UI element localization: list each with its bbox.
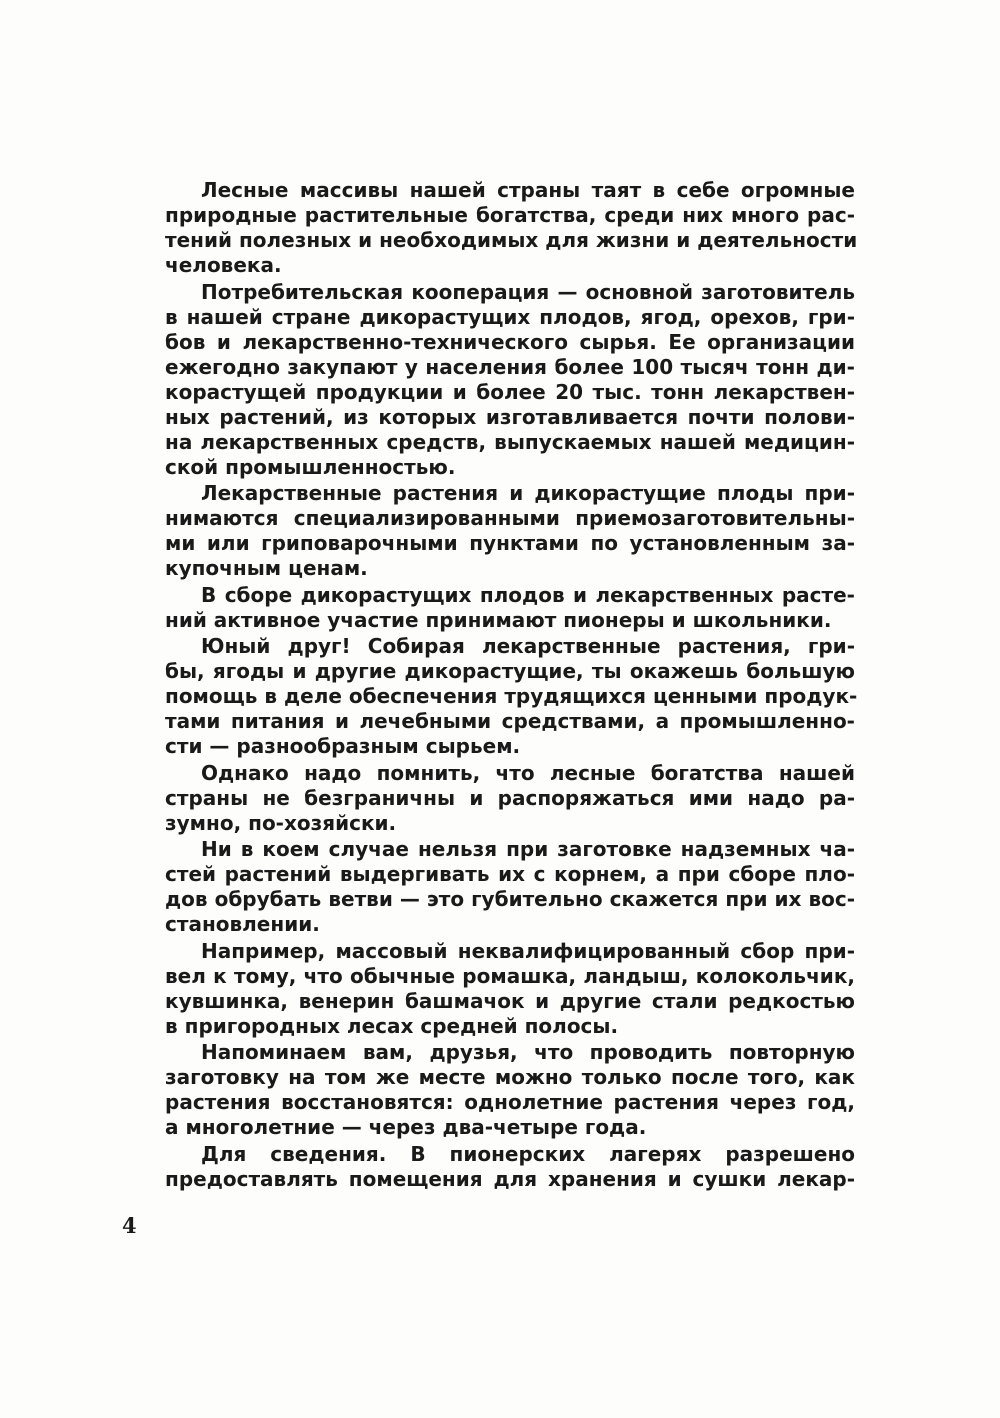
text-line: сти — разнообразным сырьем. bbox=[165, 734, 521, 758]
paragraph bbox=[165, 280, 855, 480]
text-line: Однако надо помнить, что лесные богатства нашей bbox=[201, 760, 855, 785]
text-line: Юный друг! Собирая лекарственные растения, гри- bbox=[201, 634, 855, 658]
paragraph bbox=[165, 481, 855, 581]
text-line: вел к тому, что обычные ромашка, ландыш, колокольчик, bbox=[165, 963, 855, 988]
paragraph bbox=[165, 837, 855, 937]
paragraph bbox=[165, 939, 855, 1039]
text-line: помощь в деле обеспечения трудящихся ценными продук- bbox=[165, 684, 858, 708]
text-line: ми или гриповарочными пунктами по установленным за- bbox=[165, 531, 855, 555]
text-line: предоставлять помещения для хранения и сушки лекар- bbox=[165, 1166, 855, 1191]
text-line: дов обрубать ветви — это губительно скажется при их вос- bbox=[165, 887, 855, 911]
text-line: человека. bbox=[165, 253, 282, 277]
text-line: нимаются специализированными приемозаготовительны- bbox=[165, 506, 855, 530]
page-number: 4 bbox=[122, 1213, 137, 1238]
body-text bbox=[165, 178, 858, 1193]
text-line: ежегодно закупают у населения более 100 тысяч тонн ди- bbox=[165, 354, 855, 379]
paragraph bbox=[165, 178, 858, 278]
text-line: Для сведения. В пионерских лагерях разрешено bbox=[201, 1141, 855, 1166]
text-line: Лекарственные растения и дикорастущие плоды при- bbox=[201, 481, 855, 505]
text-line: страны не безграничны и распоряжаться ими надо ра- bbox=[165, 785, 855, 810]
text-line: а многолетние — через два-четыре года. bbox=[165, 1115, 647, 1139]
text-line: природные растительные богатства, среди них много рас- bbox=[165, 203, 855, 227]
text-line: Напоминаем вам, друзья, что проводить повторную bbox=[201, 1040, 855, 1064]
text-line: тами питания и лечебными средствами, а промышленно- bbox=[165, 709, 855, 733]
text-line: тений полезных и необходимых для жизни и деятельности bbox=[165, 228, 858, 252]
text-line: в нашей стране дикорастущих плодов, ягод, орехов, гри- bbox=[165, 304, 855, 329]
paragraph bbox=[165, 583, 855, 633]
text-line: купочным ценам. bbox=[165, 556, 368, 580]
text-line: Потребительская кооперация — основной заготовитель bbox=[201, 279, 855, 304]
text-line: кувшинка, венерин башмачок и другие стали редкостью bbox=[165, 988, 855, 1013]
text-line: ных растений, из которых изготавливается почти полови- bbox=[165, 404, 855, 429]
text-line: Например, массовый неквалифицированный сбор при- bbox=[201, 938, 855, 963]
paragraph bbox=[165, 1142, 855, 1192]
text-line: становлении. bbox=[165, 912, 320, 936]
text-line: Лесные массивы нашей страны таят в себе огромные bbox=[201, 178, 855, 202]
text-line: бы, ягоды и другие дикорастущие, ты окажешь большую bbox=[165, 659, 855, 683]
paragraph bbox=[165, 761, 855, 836]
text-line: В сборе дикорастущих плодов и лекарственных расте- bbox=[201, 582, 855, 607]
paragraph bbox=[165, 634, 858, 759]
paragraph bbox=[165, 1040, 855, 1140]
text-line: растения восстановятся: однолетние растения через год, bbox=[165, 1090, 855, 1114]
text-line: заготовку на том же месте можно только после того, как bbox=[165, 1065, 855, 1089]
text-line: Ни в коем случае нельзя при заготовке надземных ча- bbox=[201, 837, 855, 861]
text-line: бов и лекарственно-технического сырья. Ее организации bbox=[165, 329, 855, 354]
text-line: ний активное участие принимают пионеры и школьники. bbox=[165, 607, 832, 632]
text-line: зумно, по-хозяйски. bbox=[165, 810, 397, 835]
text-line: на лекарственных средств, выпускаемых нашей медицин- bbox=[165, 429, 855, 454]
text-line: стей растений выдергивать их с корнем, а при сборе пло- bbox=[165, 862, 855, 886]
text-line: корастущей продукции и более 20 тыс. тонн лекарствен- bbox=[165, 379, 855, 404]
text-line: ской промышленностью. bbox=[165, 454, 456, 479]
text-line: в пригородных лесах средней полосы. bbox=[165, 1013, 619, 1038]
